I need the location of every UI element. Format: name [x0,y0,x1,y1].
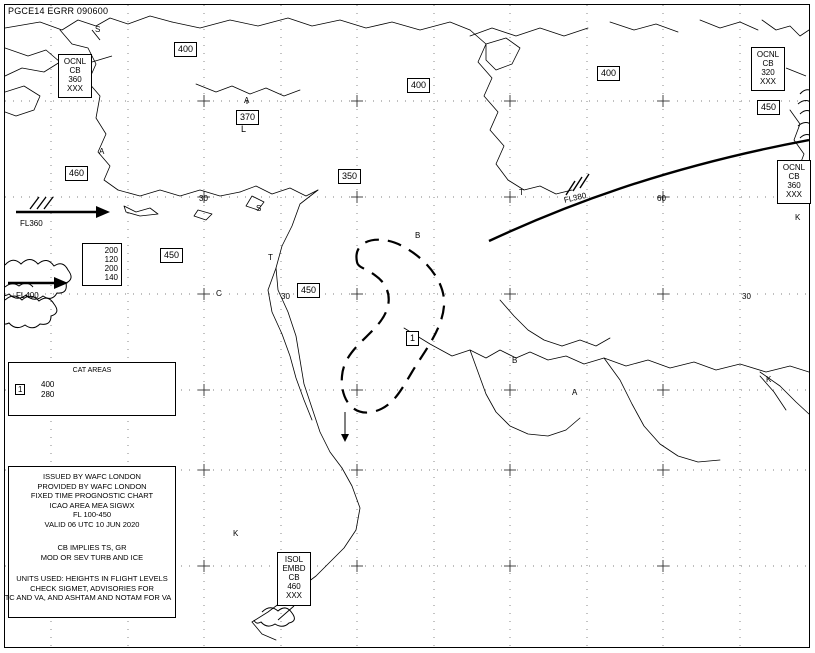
cb-line: CB [288,573,300,582]
map-marker-b-c: B [415,231,421,240]
info-line: MOD OR SEV TURB AND ICE [40,552,144,562]
info-line: FIXED TIME PROGNOSTIC CHART [30,491,154,500]
cb-box-ne-lower [777,160,811,204]
cb-line: OCNL [782,163,806,172]
info-line: PROVIDED BY WAFC LONDON [37,481,147,491]
cb-line: 320 [761,68,775,77]
map-marker-s-c: S [256,204,262,213]
info-line: UNITS USED: HEIGHTS IN FLIGHT LEVELS [16,574,168,583]
info-line: ISSUED BY WAFC LONDON [43,472,141,481]
map-marker-a-nw: A [99,147,105,156]
info-line: VALID 06 UTC 10 JUN 2020 [44,519,140,529]
info-block-cb [9,543,175,562]
cat-areas-legend-title: CAT AREAS [72,367,112,374]
map-marker-c-c: C [216,289,222,298]
map-marker-s-nw: S [95,25,101,34]
map-marker-k-ne: K [795,213,801,222]
graticule-label-lat-30e: 30 [742,292,751,301]
fl-box-450-w: 450 [160,248,183,263]
info-line: CHECK SIGMET, ADVISORIES FOR [30,583,154,593]
fl-box-350-c: 350 [338,169,361,184]
cb-line: CB [69,66,81,75]
fl-box-400-ne: 400 [597,66,620,81]
fl-box-400-nw: 400 [174,42,197,57]
cb-line: CB [762,59,774,68]
cat-areas-legend-top-level: 400 [41,380,55,389]
cat-areas-legend [8,362,176,416]
icing-value-second: 120 [104,255,118,264]
map-marker-t-c: T [268,253,273,262]
icing-value-bottom: 140 [104,273,118,282]
map-marker-t-e: T [519,188,524,197]
map-marker-k-e: K [766,375,772,384]
map-marker-k-s: K [233,529,239,538]
fl-box-450-ne: 450 [757,100,780,115]
map-marker-a-c: A [244,96,250,105]
info-line: TC AND VA, AND ASHTAM AND NOTAM FOR VA [4,593,172,602]
cb-box-isol-embd [277,552,311,606]
cb-box-ne-upper [751,47,785,91]
map-marker-b-e: B [512,356,518,365]
icing-value-third: 200 [104,264,118,273]
cb-line: XXX [285,591,302,600]
graticule-label-lon-60e: 60 [657,194,666,203]
cb-line: CB [788,172,800,181]
chart-header-title: PGCE14 EGRR 090600 [8,6,109,16]
jet-label-fl400: FL400 [16,291,39,300]
cb-line: 360 [68,75,82,84]
info-line: FL 100-450 [72,510,112,519]
info-line: CB IMPLIES TS, GR [57,543,127,552]
cb-line: OCNL [63,57,87,66]
turbulence-area-label-1: 1 [406,331,419,346]
info-line: ICAO AREA MEA SIGWX [49,500,135,510]
cb-line: OCNL [756,50,780,59]
icing-value-top: 200 [104,246,118,255]
jet-label-fl380: FL380 [563,190,588,205]
cb-line: 360 [787,181,801,190]
cb-line: 460 [287,582,301,591]
fl-box-400-mid: 400 [407,78,430,93]
cb-line: XXX [66,84,83,93]
cat-areas-legend-symbol: 1 [15,384,25,395]
icing-turb-box [82,243,122,286]
graticule-label-lat-30c: 30 [281,292,290,301]
cb-line: EMBD [282,564,306,573]
fl-box-460-w: 460 [65,166,88,181]
chart-info-panel [4,466,176,618]
jet-label-fl360: FL360 [20,219,43,228]
info-block-units [4,574,175,603]
info-block-issue [9,472,175,529]
cb-line: XXX [759,77,776,86]
cb-line: ISOL [284,555,304,564]
cb-line: XXX [785,190,802,199]
cat-areas-legend-base-level: 280 [41,390,55,399]
low-centre-symbol: L [241,124,247,134]
map-marker-a-e: A [572,388,578,397]
fl-box-450-c: 450 [297,283,320,298]
cb-box-nw [58,54,92,98]
fl-box-370-low: 370 [236,110,259,125]
graticule-label-lon-30w: 30 [199,194,208,203]
